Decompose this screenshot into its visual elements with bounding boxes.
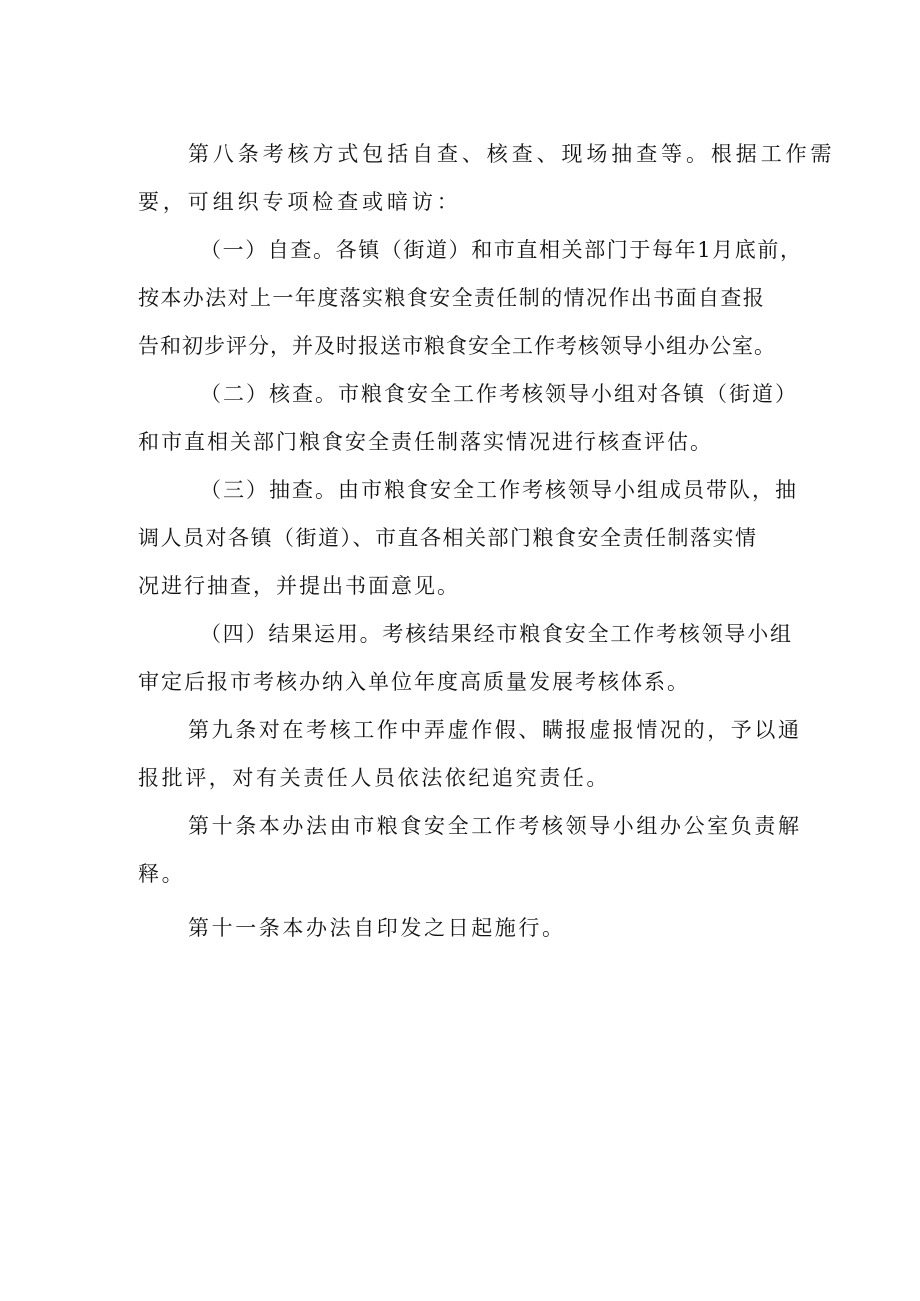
text-line: （二）核查。市粮食安全工作考核领导小组对各镇（街道）	[200, 382, 798, 406]
text-line: 第九条对在考核工作中弄虚作假、瞒报虚报情况的，予以通	[188, 718, 802, 742]
article-10-paragraph	[138, 802, 802, 898]
text-line: 调人员对各镇（街道）、市直各相关部门粮食安全责任制落实情	[138, 526, 758, 550]
text-line: 按本办法对上一年度落实粮食安全责任制的情况作出书面自查报	[138, 286, 766, 310]
text-line: 和市直相关部门粮食安全责任制落实情况进行核查评估。	[138, 430, 713, 454]
text-line: 第十条本办法由市粮食安全工作考核领导小组办公室负责解	[188, 814, 802, 838]
text-line: 要，可组织专项检查或暗访：	[138, 190, 462, 214]
text-line: 释。	[138, 862, 186, 886]
text-line: （三）抽查。由市粮食安全工作考核领导小组成员带队，抽	[200, 478, 798, 502]
text-line: （四）结果运用。考核结果经市粮食安全工作考核领导小组	[200, 622, 793, 646]
text-line: 况进行抽查，并提出书面意见。	[138, 574, 460, 598]
text-line: 第十一条本办法自印发之日起施行。	[188, 916, 566, 940]
item-2-verification-paragraph	[138, 370, 798, 466]
text-line: 审定后报市考核办纳入单位年度高质量发展考核体系。	[138, 670, 690, 694]
article-8-paragraph	[138, 130, 836, 226]
text-line: 告和初步评分，并及时报送市粮食安全工作考核领导小组办公室。	[138, 334, 776, 358]
item-3-spot-check-paragraph	[138, 466, 798, 610]
article-11-paragraph	[138, 904, 798, 952]
text-line: （一）自查。各镇（街道）和市直相关部门于每年1月底前，	[200, 238, 803, 262]
document-body	[138, 130, 836, 952]
text-line: 报批评，对有关责任人员依法依纪追究责任。	[138, 766, 610, 790]
text-line: 第八条考核方式包括自查、核查、现场抽查等。根据工作需	[188, 142, 836, 166]
item-1-self-check-paragraph	[138, 226, 803, 370]
article-9-paragraph	[138, 706, 802, 802]
item-4-result-application-paragraph	[138, 610, 798, 706]
